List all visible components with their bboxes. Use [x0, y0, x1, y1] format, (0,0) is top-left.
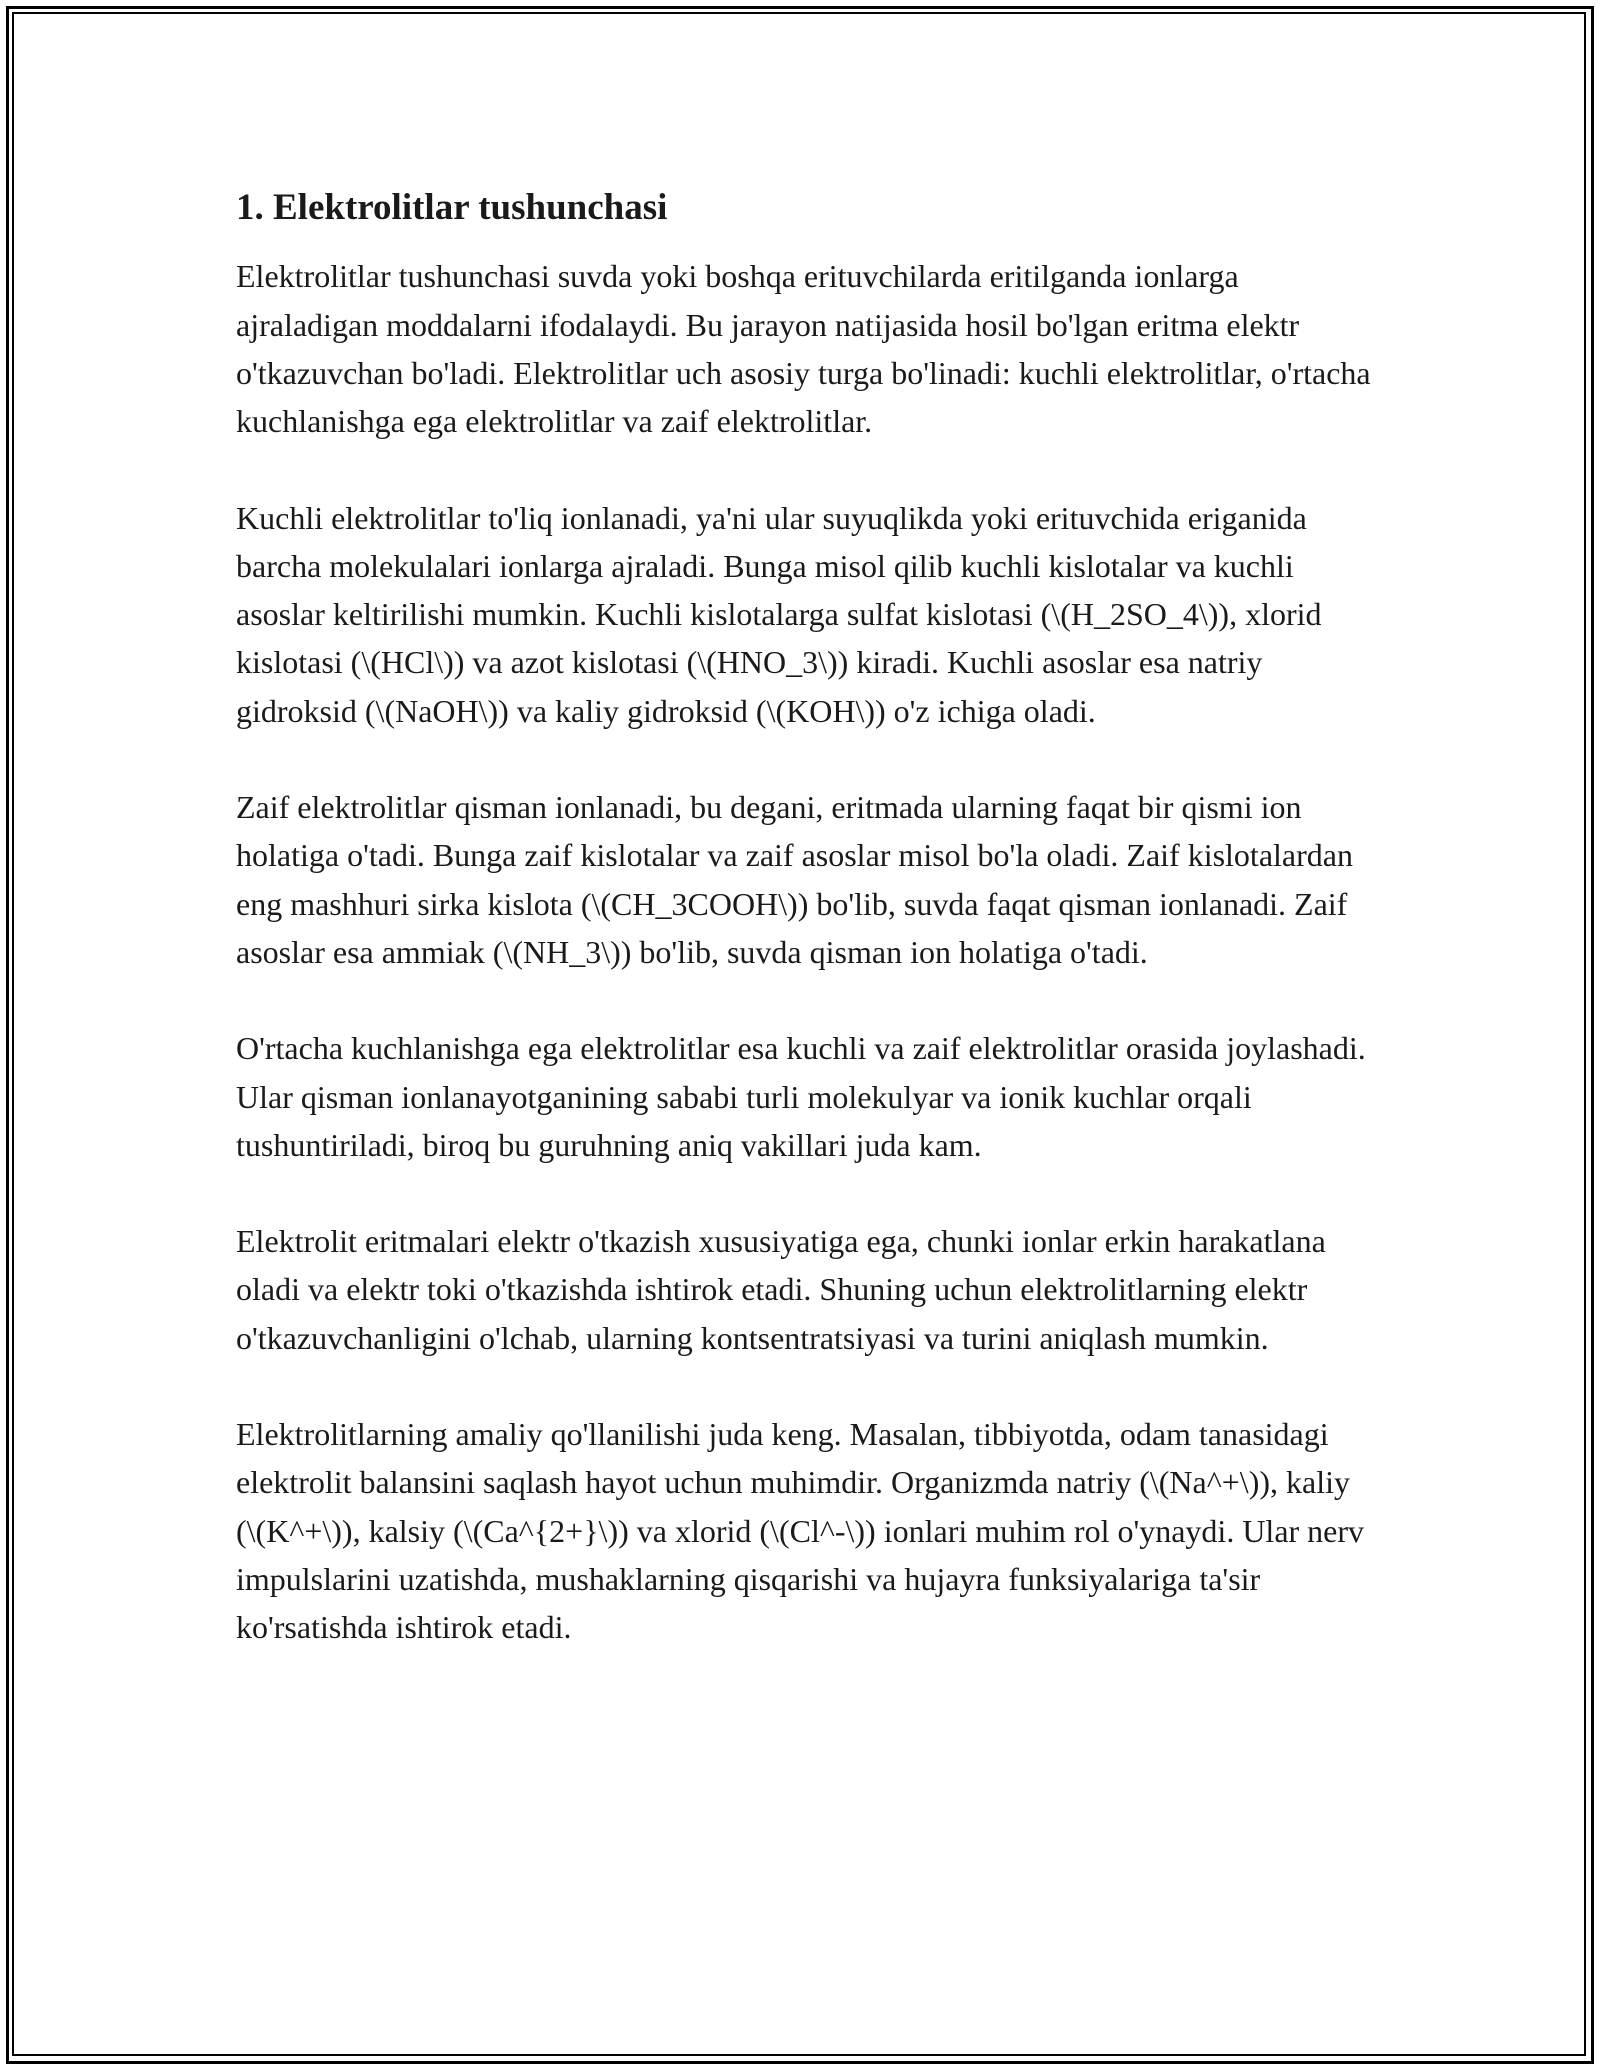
paragraph-conductivity: Elektrolit eritmalari elektr o'tkazish xususiyatiga ega, chunki ionlar erkin harakatlana oladi va elektr toki o'tkazishda ishtirok etadi. Shuning uchun elektrolitlarning elektr o'tkazuvchanligini o'lchab, ularning kontsentratsiyasi va turini aniqlash mumkin.	[236, 1223, 1326, 1356]
paragraph-strong-electrolytes: Kuchli elektrolitlar to'liq ionlanadi, ya'ni ular suyuqlikda yoki erituvchida eriganida barcha molekulalari ionlarga ajraladi. Bunga misol qilib kuchli kislotalar va kuchli asoslar keltirilishi mumkin. Kuchli kislotalarga sulfat kislotasi (\(H_2SO_4\)), xlorid kislotasi (\(HCl\)) va azot kislotasi (\(HNO_3\)) kiradi. Kuchli asoslar esa natriy gidroksid (\(NaOH\)) va kaliy gidroksid (\(KOH\)) o'z ichiga oladi.	[236, 499, 1322, 729]
paragraph-weak-electrolytes: Zaif elektrolitlar qisman ionlanadi, bu degani, eritmada ularning faqat bir qismi ion holatiga o'tadi. Bunga zaif kislotalar va zaif asoslar misol bo'la oladi. Zaif kislotalardan eng mashhuri sirka kislota (\(CH_3COOH\)) bo'lib, suvda faqat qisman ionlanadi. Zaif asoslar esa ammiak (\(NH_3\)) bo'lib, suvda qisman ion holatiga o'tadi.	[236, 789, 1353, 970]
paragraph-applications: Elektrolitlarning amaliy qo'llanilishi juda keng. Masalan, tibbiyotda, odam tanasidagi elektrolit balansini saqlash hayot uchun muhimdir. Organizmda natriy (\(Na^+\)), kaliy (\(K^+\)), kalsiy (\(Ca^{2+}\)) va xlorid (\(Cl^-\)) ionlari muhim rol o'ynaydi. Ular nerv impulslarini uzatishda, mushaklarning qisqarishi va hujayra funksiyalariga ta'sir ko'rsatishda ishtirok etadi.	[236, 1416, 1365, 1646]
paragraph-medium-electrolytes: O'rtacha kuchlanishga ega elektrolitlar esa kuchli va zaif elektrolitlar orasida joylashadi. Ular qisman ionlanayotganining sababi turli molekulyar va ionik kuchlar orqali tushuntiriladi, biroq bu guruhning aniq vakillari juda kam.	[236, 1030, 1366, 1163]
paragraph-definition: Elektrolitlar tushunchasi suvda yoki boshqa erituvchilarda eritilganda ionlarga ajraladigan moddalarni ifodalaydi. Bu jarayon natijasida hosil bo'lgan eritma elektr o'tkazuvchan bo'ladi. Elektrolitlar uch asosiy turga bo'linadi: kuchli elektrolitlar, o'rtacha kuchlanishga ega elektrolitlar va zaif elektrolitlar.	[236, 258, 1371, 440]
document-body	[236, 186, 1376, 1700]
section-heading: 1. Elektrolitlar tushunchasi	[236, 187, 668, 228]
